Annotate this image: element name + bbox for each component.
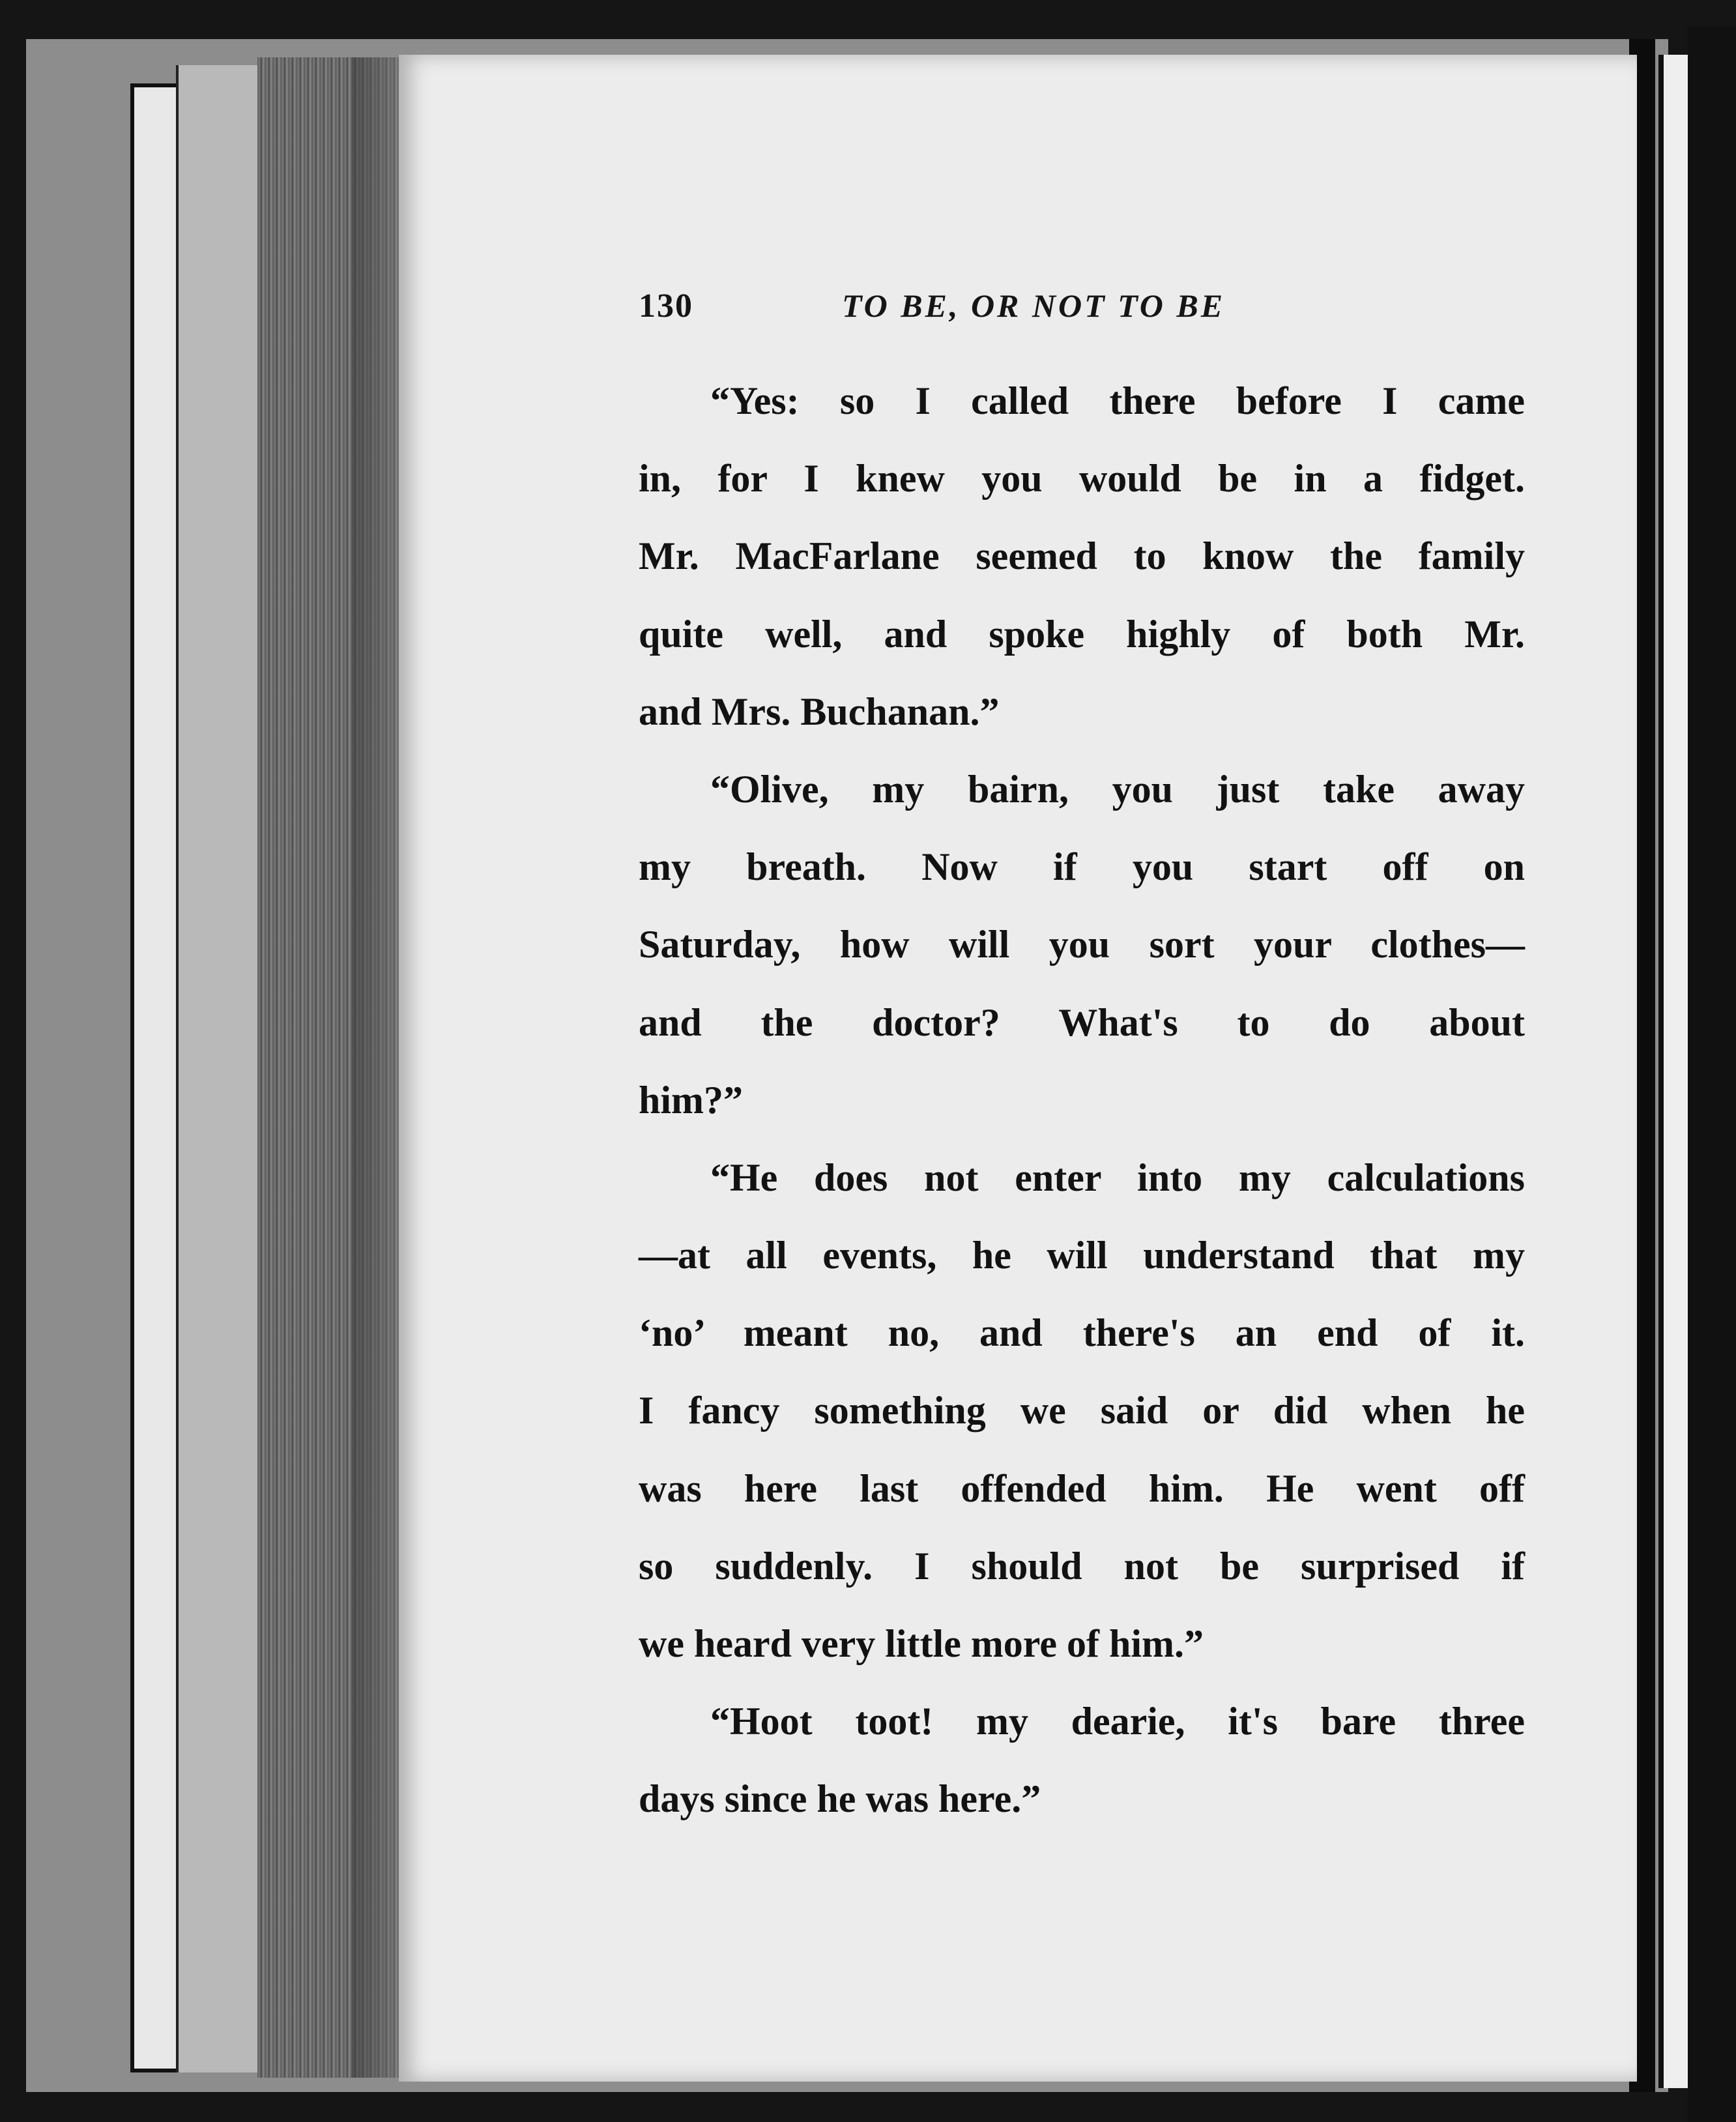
text-line: in, for I knew you would be in a fidget. [639,457,1525,501]
text-line: we heard very little more of him.” [639,1622,1204,1665]
text-line: my breath. Now if you start off on [639,845,1525,889]
text-line: quite well, and spoke highly of both Mr. [639,612,1525,656]
book-cover-edge [130,83,180,2072]
text-line: “He does not enter into my calculations [710,1155,1525,1199]
body-text [639,381,1525,1857]
text-line: “Olive, my bairn, you just take away [710,767,1525,811]
text-line: so suddenly. I should not be surprised if [639,1544,1525,1588]
scan-right-edge [1688,26,1736,2122]
text-line: I fancy something we said or did when he [639,1389,1525,1432]
page-number: 130 [639,287,693,325]
text-line: ‘no’ meant no, and there's an end of it. [639,1311,1525,1355]
book-page-edges-shadow [352,57,404,2078]
running-title: TO BE, OR NOT TO BE [842,287,1226,324]
running-head [639,287,1329,332]
text-line: Mr. MacFarlane seemed to know the family [639,534,1525,578]
text-line: —at all events, he will understand that my [639,1234,1525,1277]
text-line: him?” [639,1078,744,1122]
text-line: Saturday, how will you sort your clothes— [639,923,1525,967]
text-line: and Mrs. Buchanan.” [639,690,1000,733]
text-line: “Yes: so I called there before I came [710,379,1525,422]
text-line: days since he was here.” [639,1777,1041,1821]
book-page-block [176,65,263,2072]
text-line: was here last offended him. He went off [639,1466,1525,1510]
text-line: “Hoot toot! my dearie, it's bare three [710,1700,1525,1743]
text-line: and the doctor? What's to do about [639,1000,1525,1044]
